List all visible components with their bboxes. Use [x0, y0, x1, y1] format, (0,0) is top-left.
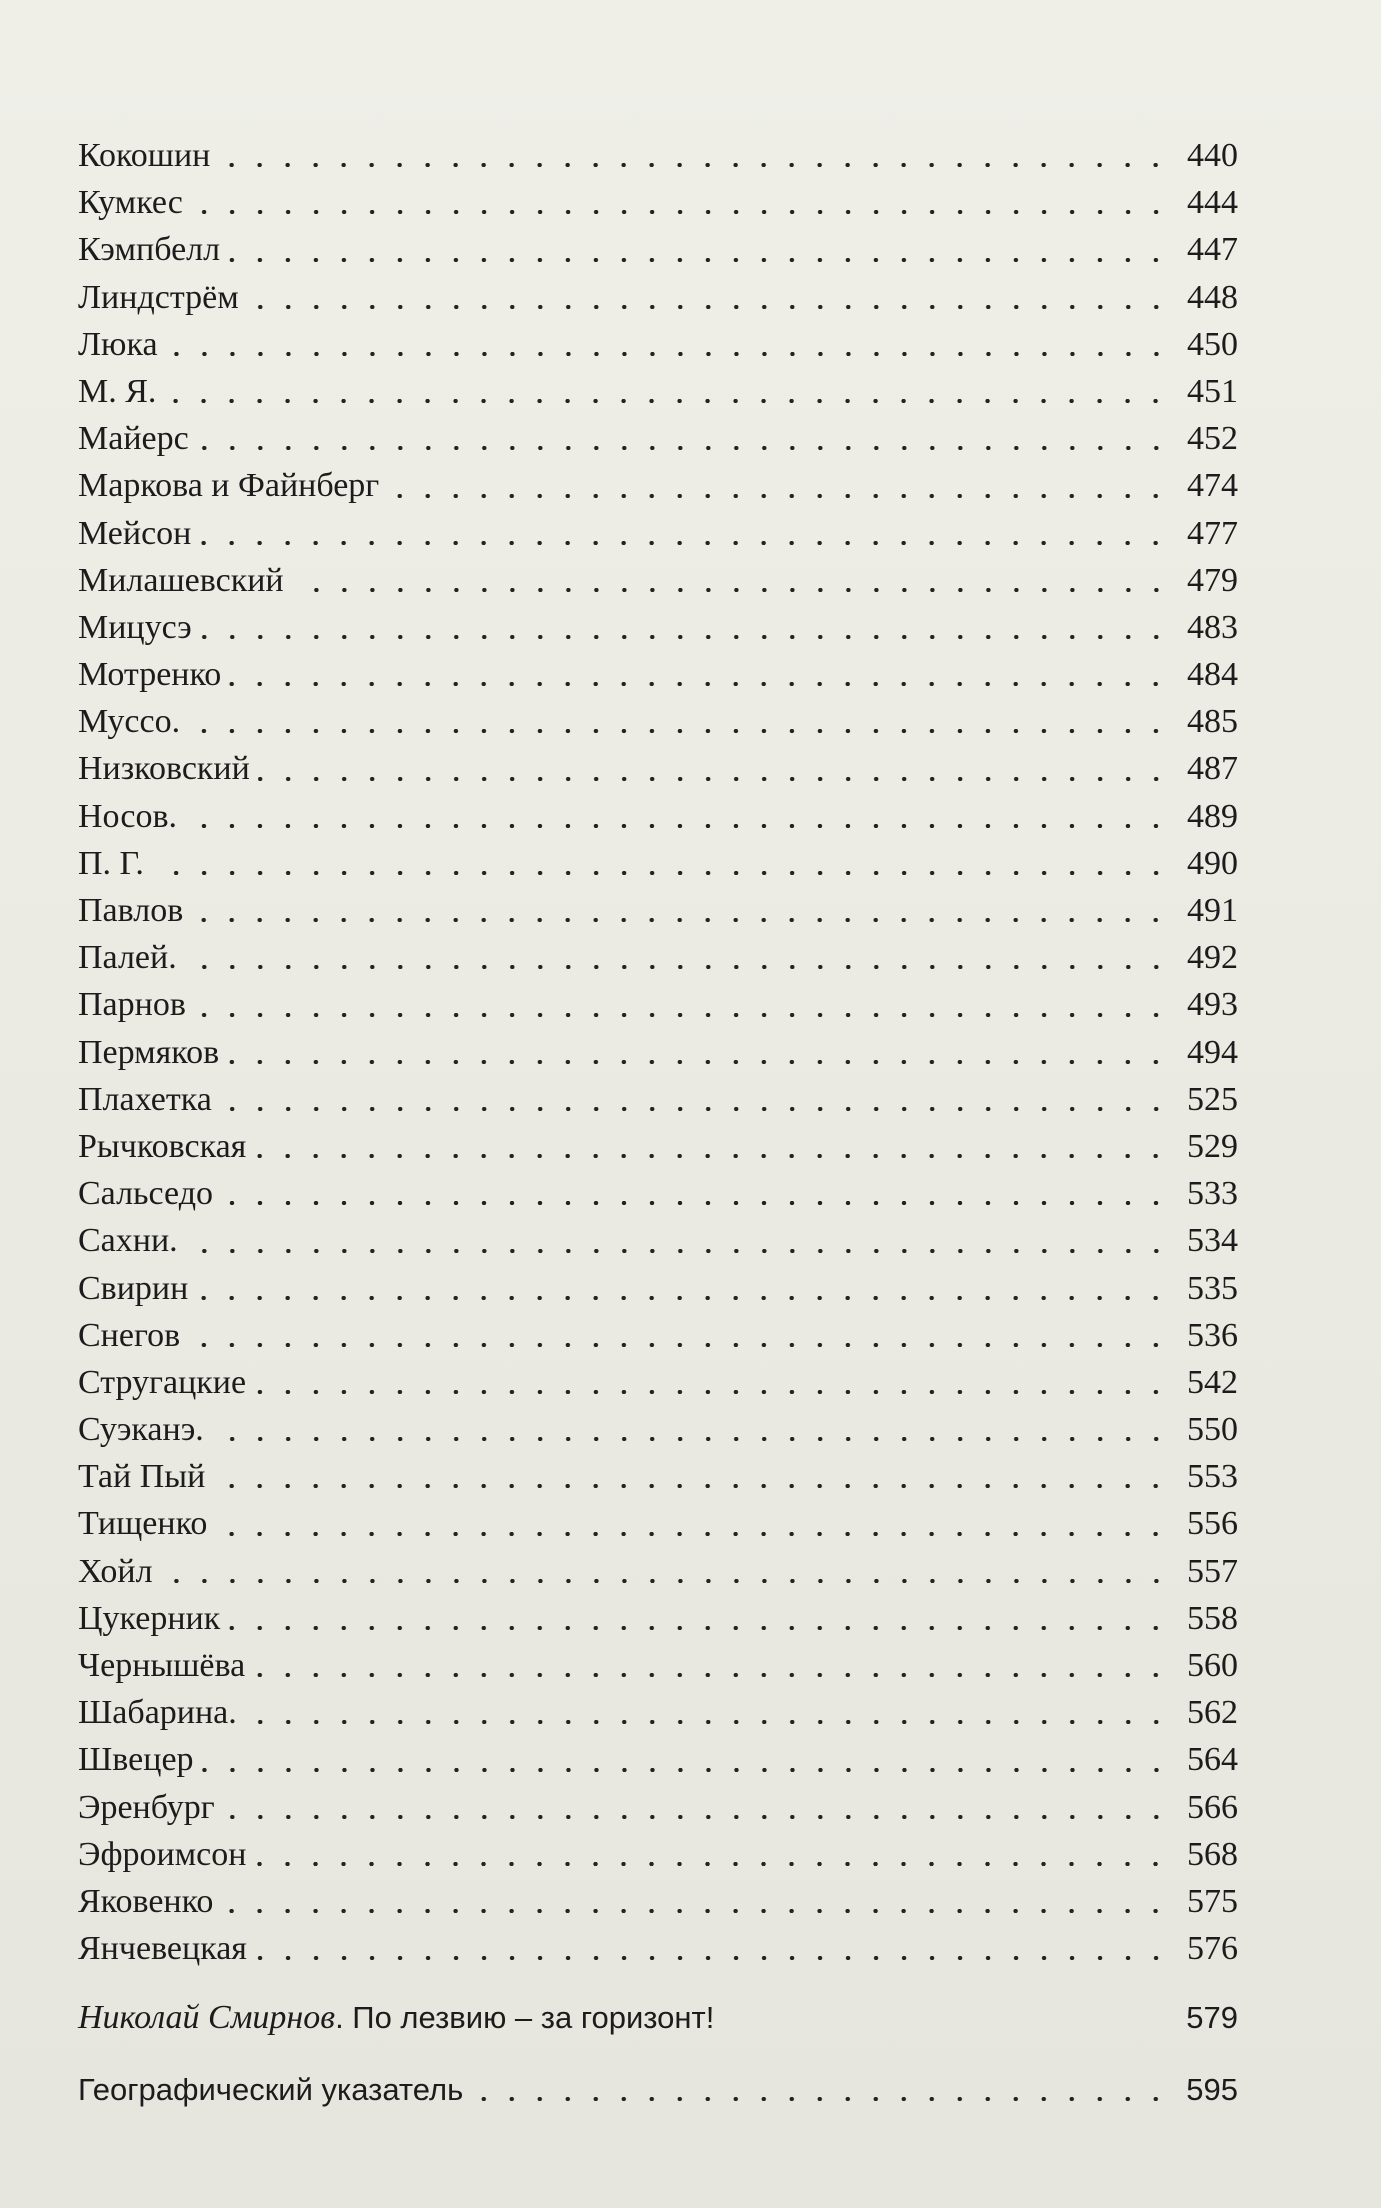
dot-leader: [200, 635, 1170, 639]
page-number: 576: [1187, 1930, 1238, 1968]
toc-entry: [78, 557, 1238, 604]
page-number: 560: [1187, 1647, 1238, 1684]
dot-leader: [258, 777, 1170, 781]
page-number: 529: [1187, 1127, 1238, 1165]
dot-leader: [202, 1768, 1170, 1772]
entry-name: Плахетка: [78, 1080, 212, 1118]
dot-leader: [221, 1201, 1170, 1205]
toc-entry: [78, 274, 1238, 321]
page-number: 562: [1187, 1694, 1238, 1732]
afterword-text: . По лезвию – за горизонт!: [335, 2000, 715, 2036]
toc-entry: [78, 462, 1238, 509]
dot-leader: [471, 2097, 1170, 2101]
toc-entry: [78, 510, 1238, 557]
dot-leader: [254, 1390, 1170, 1394]
page-number: 558: [1187, 1599, 1238, 1637]
entry-name: Люка: [78, 325, 158, 363]
entry-name: Тищенко: [78, 1505, 208, 1543]
page-number: 479: [1187, 561, 1238, 599]
table-of-contents: [78, 132, 1238, 2113]
entry-name: Кэмпбелл: [78, 231, 221, 269]
entry-name: Эфроимсон: [78, 1835, 247, 1873]
toc-entry: [78, 1925, 1238, 1972]
entry-name: Мотренко: [78, 656, 222, 694]
page-number: 491: [1187, 892, 1238, 929]
dot-leader: [185, 965, 1170, 969]
toc-entry: [78, 1548, 1238, 1595]
page-number: 575: [1187, 1882, 1238, 1920]
dot-leader: [164, 399, 1170, 403]
dot-leader: [228, 1626, 1170, 1630]
page-number: 536: [1187, 1316, 1238, 1354]
dot-leader: [152, 871, 1170, 875]
entry-name: Свирин: [78, 1269, 189, 1307]
toc-entry: [78, 887, 1238, 934]
page-number: 556: [1187, 1505, 1238, 1543]
entry-name: Носов.: [78, 797, 178, 835]
toc-entry: [78, 651, 1238, 698]
entry-name: Чернышёва: [78, 1647, 246, 1684]
entry-name: Рычковская: [78, 1127, 247, 1165]
page-number: 542: [1187, 1363, 1238, 1401]
toc-afterword-row: [78, 1994, 1238, 2041]
page-number: 564: [1187, 1741, 1238, 1779]
entry-name: Мицусэ: [78, 608, 192, 646]
dot-leader: [255, 1956, 1170, 1960]
entry-name: Маркова и Файнберг: [78, 467, 380, 505]
toc-entry: [78, 1029, 1238, 1076]
entry-name: Милашевский: [78, 561, 284, 599]
page-number: 557: [1187, 1552, 1238, 1590]
toc-entry: [78, 1689, 1238, 1736]
entry-name: Швецер: [78, 1741, 194, 1779]
toc-entry: [78, 1123, 1238, 1170]
dot-leader: [199, 541, 1170, 545]
toc-entry: [78, 132, 1238, 179]
page-number: 483: [1187, 608, 1238, 646]
entry-name: Цукерник: [78, 1599, 221, 1637]
dot-leader: [191, 210, 1170, 214]
dot-leader: [254, 1154, 1170, 1158]
dot-leader: [227, 1060, 1170, 1064]
page-number: 525: [1187, 1080, 1238, 1118]
dot-leader: [161, 1579, 1170, 1583]
entry-name: Низковский: [78, 750, 250, 788]
page-number: 579: [1186, 2000, 1238, 2036]
page-number: 493: [1187, 986, 1238, 1024]
page-number: 452: [1187, 420, 1238, 458]
page-number: 533: [1187, 1175, 1238, 1213]
page-number: 444: [1187, 184, 1238, 222]
page-number: 440: [1187, 137, 1238, 174]
toc-entry: [78, 1359, 1238, 1406]
dot-leader: [247, 305, 1170, 309]
entry-name: Тай Пый: [78, 1458, 206, 1496]
entry-name: Стругацкие: [78, 1363, 247, 1401]
toc-entry: [78, 1312, 1238, 1359]
entry-name: Линдстрём: [78, 278, 239, 316]
dot-leader: [292, 588, 1170, 592]
toc-entry: [78, 745, 1238, 792]
toc-entry: [78, 415, 1238, 462]
page-number: 534: [1187, 1222, 1238, 1260]
toc-entry: [78, 1500, 1238, 1547]
toc-entry: [78, 1878, 1238, 1925]
entry-name: Эренбург: [78, 1788, 215, 1826]
dot-leader: [188, 729, 1170, 733]
page-number: 568: [1187, 1835, 1238, 1873]
entry-name: Хойл: [78, 1552, 153, 1590]
toc-entry: [78, 1784, 1238, 1831]
toc-entry: [78, 604, 1238, 651]
entry-name: Янчевецкая: [78, 1930, 247, 1968]
entry-name: Кокошин: [78, 137, 211, 174]
dot-leader: [215, 1532, 1170, 1536]
afterword-title: [78, 1994, 714, 2041]
page-number: 448: [1187, 278, 1238, 316]
toc-entry: [78, 698, 1238, 745]
dot-leader: [253, 1673, 1170, 1677]
dot-leader: [218, 163, 1170, 167]
dot-leader: [191, 918, 1170, 922]
page-number: 485: [1187, 703, 1238, 741]
toc-entry: [78, 1265, 1238, 1312]
entry-name: Суэканэ.: [78, 1411, 204, 1449]
toc-entry: [78, 368, 1238, 415]
dot-leader: [223, 1815, 1170, 1819]
toc-entry: [78, 1406, 1238, 1453]
dot-leader: [228, 258, 1170, 262]
page-number: 494: [1187, 1033, 1238, 1071]
dot-leader: [185, 824, 1170, 828]
page-number: 566: [1187, 1788, 1238, 1826]
entry-name: Шабарина.: [78, 1694, 237, 1732]
entry-name: Пермяков: [78, 1033, 220, 1071]
entry-name: М. Я.: [78, 372, 157, 410]
toc-entry: [78, 1076, 1238, 1123]
page-number: 450: [1187, 325, 1238, 363]
page-number: 447: [1187, 231, 1238, 269]
entry-name: Павлов: [78, 892, 184, 929]
page-number: 492: [1187, 939, 1238, 977]
page-number: 490: [1187, 844, 1238, 882]
toc-entry: [78, 934, 1238, 981]
entry-name: Палей.: [78, 939, 177, 977]
toc-entries: [78, 132, 1238, 1972]
page-number: 451: [1187, 372, 1238, 410]
dot-leader: [186, 1249, 1170, 1253]
entry-name: Муссо.: [78, 703, 181, 741]
toc-entry: [78, 1736, 1238, 1783]
toc-entry: [78, 1642, 1238, 1689]
entry-name: Мейсон: [78, 514, 192, 552]
entry-name: Кумкес: [78, 184, 183, 222]
entry-name: Парнов: [78, 986, 186, 1024]
toc-entry: [78, 981, 1238, 1028]
dot-leader: [194, 1013, 1170, 1017]
toc-entry: [78, 1217, 1238, 1264]
toc-entry: [78, 793, 1238, 840]
page-number: 477: [1187, 514, 1238, 552]
page-number: 474: [1187, 467, 1238, 505]
afterword-author: Николай Смирнов: [78, 1999, 336, 2037]
toc-entry: [78, 1831, 1238, 1878]
dot-leader: [229, 682, 1170, 686]
geo-index-label: Географический указатель: [78, 2071, 464, 2107]
dot-leader: [387, 494, 1170, 498]
dot-leader: [221, 1909, 1170, 1913]
toc-entry: [78, 1453, 1238, 1500]
page-number: 489: [1187, 797, 1238, 835]
dot-leader: [188, 1343, 1170, 1347]
page-number: 553: [1187, 1458, 1238, 1496]
page-number: 535: [1187, 1269, 1238, 1307]
dot-leader: [212, 1437, 1170, 1441]
entry-name: Майерс: [78, 420, 189, 458]
page-number: 484: [1187, 656, 1238, 694]
page-number: 550: [1187, 1411, 1238, 1449]
dot-leader: [196, 1296, 1170, 1300]
entry-name: Сахни.: [78, 1222, 178, 1260]
dot-leader: [220, 1107, 1170, 1111]
toc-entry: [78, 1170, 1238, 1217]
entry-name: Сальседо: [78, 1175, 213, 1213]
dot-leader: [166, 352, 1170, 356]
toc-entry: [78, 179, 1238, 226]
dot-leader: [254, 1862, 1170, 1866]
dot-leader: [213, 1484, 1170, 1488]
dot-leader: [197, 446, 1170, 450]
entry-name: Снегов: [78, 1316, 181, 1354]
entry-name: П. Г.: [78, 844, 144, 882]
page-number: 487: [1187, 750, 1238, 788]
toc-entry: [78, 840, 1238, 887]
toc-geo-index-row: [78, 2066, 1238, 2113]
toc-entry: [78, 321, 1238, 368]
entry-name: Яковенко: [78, 1882, 214, 1920]
toc-entry: [78, 1595, 1238, 1642]
dot-leader: [245, 1720, 1170, 1724]
toc-entry: [78, 226, 1238, 273]
page-number: 595: [1186, 2071, 1238, 2107]
